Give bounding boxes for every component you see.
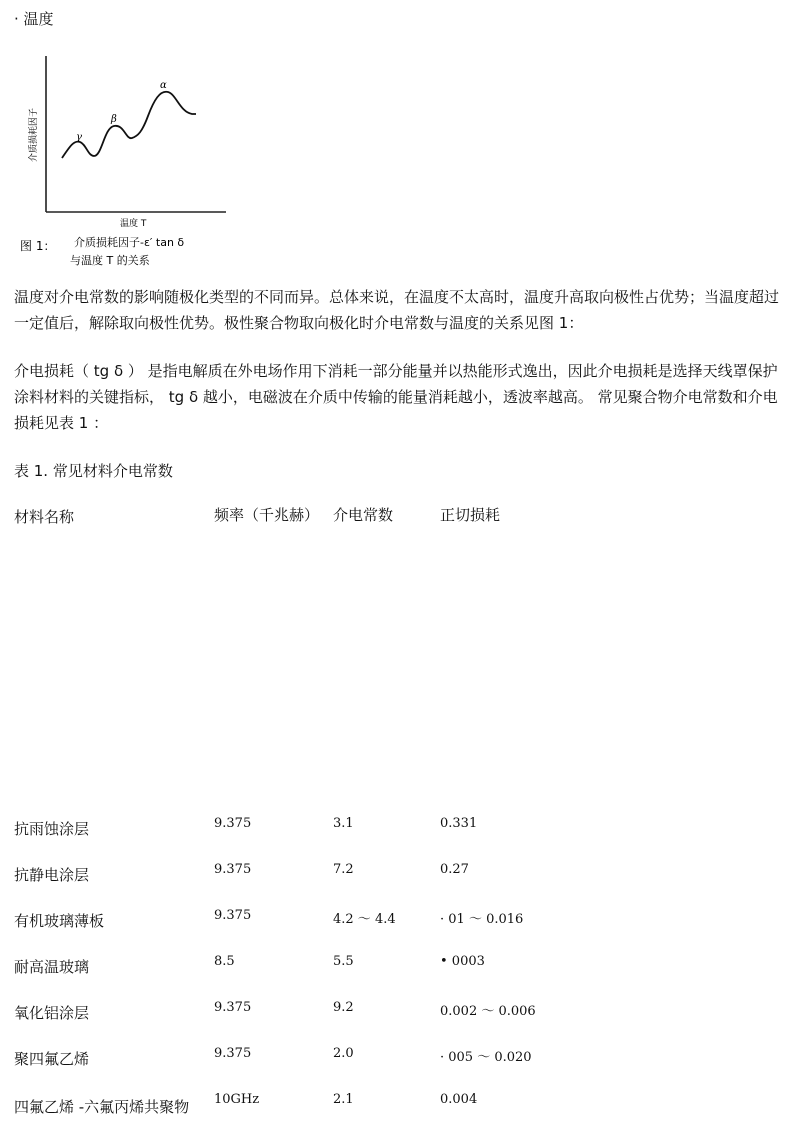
- cell-dielectric-constant: 4.2 ～ 4.4: [333, 912, 396, 927]
- cell-frequency: 8.5: [214, 954, 235, 969]
- cell-frequency: 9.375: [214, 908, 252, 923]
- cell-material: 氧化铝涂层: [14, 1004, 90, 1022]
- cell-material: 聚四氟乙烯: [14, 1050, 90, 1068]
- figure-caption-label: 图 1：: [20, 239, 56, 253]
- cell-material: 有机玻璃薄板: [14, 912, 105, 930]
- loss-temperature-plot: [14, 50, 230, 272]
- gamma-label: γ: [76, 132, 82, 143]
- paragraph-temperature: 温度对介电常数的影响随极化类型的不同而异。总体来说，在温度不太高时，温度升高取向极性占优势；当温度超过一定值后，解除取向极性优势。极性聚合物取向极化时介电常数与温度的关系见图 1：: [14, 288, 780, 332]
- header-frequency: 频率（千兆赫）: [214, 506, 320, 524]
- cell-loss-tangent: 0.002 ～ 0.006: [440, 1004, 536, 1019]
- y-axis-label: 介质损耗因子: [29, 107, 39, 162]
- cell-dielectric-constant: 9.2: [333, 1000, 354, 1015]
- table-caption: 表 1. 常见材料介电常数: [14, 462, 173, 480]
- header-loss-tangent: 正切损耗: [440, 506, 501, 524]
- cell-frequency: 9.375: [214, 1046, 252, 1061]
- cell-frequency: 9.375: [214, 1000, 252, 1015]
- cell-dielectric-constant: 7.2: [333, 862, 354, 877]
- cell-dielectric-constant: 5.5: [333, 954, 354, 969]
- alpha-label: α: [160, 80, 167, 91]
- header-dielectric-constant: 介电常数: [333, 506, 394, 524]
- figure-1: [14, 50, 230, 272]
- cell-material: 四氟乙烯 -六氟丙烯共聚物: [14, 1098, 190, 1116]
- paragraph-dielectric-loss: 介电损耗（ tg δ ） 是指电解质在外电场作用下消耗一部分能量并以热能形式逸出，因此介电损耗是选择天线罩保护涂料材料的关键指标， tg δ 越小，电磁波在介质中传输的能量消耗越小，透波率越高。 常见聚合物介电常数和介电损耗见表 1 ：: [14, 362, 778, 432]
- loss-curve: [62, 92, 196, 158]
- cell-loss-tangent: 0.27: [440, 862, 469, 877]
- figure-caption-line2: 与温度 T 的关系: [70, 254, 150, 267]
- cell-material: 抗雨蚀涂层: [14, 820, 90, 838]
- cell-loss-tangent: • 0003: [440, 954, 485, 969]
- header-material: 材料名称: [14, 508, 75, 526]
- cell-frequency: 10GHz: [214, 1092, 260, 1107]
- cell-loss-tangent: · 01 ～ 0.016: [440, 912, 524, 927]
- beta-label: β: [111, 114, 117, 125]
- cell-material: 耐高温玻璃: [14, 958, 90, 976]
- cell-material: 抗静电涂层: [14, 866, 90, 884]
- cell-dielectric-constant: 2.0: [333, 1046, 354, 1061]
- figure-caption-line1: 介质损耗因子-ε′ tan δ: [74, 236, 185, 249]
- cell-frequency: 9.375: [214, 816, 252, 831]
- cell-frequency: 9.375: [214, 862, 252, 877]
- cell-dielectric-constant: 3.1: [333, 816, 354, 831]
- cell-loss-tangent: 0.004: [440, 1092, 478, 1107]
- x-axis-label: 温度 T: [120, 219, 147, 229]
- cell-loss-tangent: · 005 ～ 0.020: [440, 1050, 532, 1065]
- cell-loss-tangent: 0.331: [440, 816, 478, 831]
- cell-dielectric-constant: 2.1: [333, 1092, 354, 1107]
- section-heading: · 温度: [14, 10, 54, 28]
